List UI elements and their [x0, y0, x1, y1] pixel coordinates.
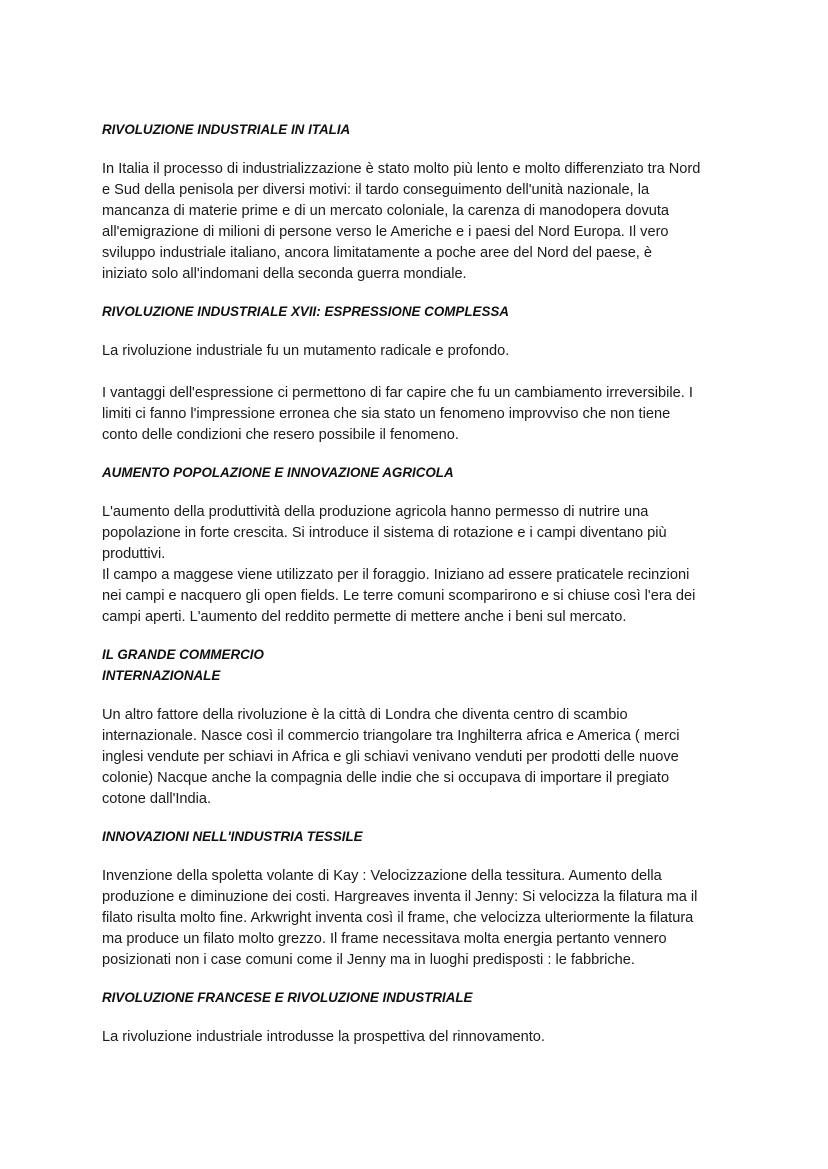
text-line: La rivoluzione industriale fu un mutamento radicale e profondo. [102, 343, 510, 359]
text-line: conto delle condizioni che resero possibile il fenomeno. [102, 427, 459, 443]
text-line: ma produce un filato molto grezzo. Il frame necessitava molta energia pertanto vennero [102, 931, 667, 947]
heading-line: INTERNAZIONALE [102, 668, 221, 683]
section-paragraph [102, 502, 695, 628]
text-line: e Sud della penisola per diversi motivi: il tardo conseguimento dell'unità nazionale, la [102, 182, 650, 198]
text-line: nei campi e nacquero gli open fields. Le terre comuni scomparirono e si chiuse così l'era dei [102, 588, 696, 604]
section-paragraph [102, 383, 693, 446]
text-line: La rivoluzione industriale introdusse la prospettiva del rinnovamento. [102, 1029, 545, 1045]
text-line: Il campo a maggese viene utilizzato per il foraggio. Iniziano ad essere praticatele recinzioni [102, 567, 690, 583]
section-heading-francese: RIVOLUZIONE FRANCESE E RIVOLUZIONE INDUSTRIALE [102, 990, 473, 1005]
text-line: I vantaggi dell'espressione ci permettono di far capire che fu un cambiamento irreversibile. I [102, 385, 693, 401]
heading-line: IL GRANDE COMMERCIO [102, 647, 264, 662]
section-heading-agricola: AUMENTO POPOLAZIONE E INNOVAZIONE AGRICOLA [102, 465, 454, 480]
text-line: posizionati non i case comuni come il Jenny ma in luoghi predisposti : le fabbriche. [102, 952, 635, 968]
section-paragraph [102, 159, 700, 285]
section-paragraph [102, 866, 697, 971]
text-line: produzione e diminuzione dei costi. Hargreaves inventa il Jenny: Si velocizza la filatura ma il [102, 889, 698, 905]
text-line: L'aumento della produttività della produzione agricola hanno permesso di nutrire una [102, 504, 649, 520]
text-line: filato risulta molto fine. Arkwright inventa così il frame, che velocizza ulteriormente la filatura [102, 910, 694, 926]
text-line: Invenzione della spoletta volante di Kay : Velocizzazione della tessitura. Aumento della [102, 868, 662, 884]
section-paragraph [102, 1027, 545, 1048]
text-line: iniziato solo all'indomani della seconda guerra mondiale. [102, 266, 467, 282]
text-line: limiti ci fanno l'impressione erronea che sia stato un fenomeno improvviso che non tiene [102, 406, 671, 422]
text-line: internazionale. Nasce così il commercio triangolare tra Inghilterra africa e America ( merci [102, 728, 680, 744]
section-paragraph [102, 705, 680, 810]
text-line: popolazione in forte crescita. Si introduce il sistema di rotazione e i campi diventano più [102, 525, 667, 541]
text-line: cotone dall'India. [102, 791, 212, 807]
section-paragraph [102, 341, 509, 362]
section-heading-commercio [102, 644, 264, 686]
section-heading-espressione: RIVOLUZIONE INDUSTRIALE XVII: ESPRESSIONE COMPLESSA [102, 304, 509, 319]
section-heading-italia: RIVOLUZIONE INDUSTRIALE IN ITALIA [102, 122, 351, 137]
text-line: produttivi. [102, 546, 166, 562]
text-line: campi aperti. L'aumento del reddito permette di mettere anche i beni sul mercato. [102, 609, 627, 625]
text-line: mancanza di materie prime e di un mercato coloniale, la carenza di manodopera dovuta [102, 203, 670, 219]
text-line: Un altro fattore della rivoluzione è la città di Londra che diventa centro di scambio [102, 707, 628, 723]
text-line: colonie) Nacque anche la compagnia delle indie che si occupava di importare il pregiato [102, 770, 670, 786]
text-line: all'emigrazione di milioni di persone verso le Americhe e i paesi del Nord Europa. Il vero [102, 224, 669, 240]
section-heading-tessile: INNOVAZIONI NELL'INDUSTRIA TESSILE [102, 829, 363, 844]
text-line: In Italia il processo di industrializzazione è stato molto più lento e molto differenziato tra Nord [102, 161, 701, 177]
text-line: inglesi vendute per schiavi in Africa e gli schiavi venivano venduti per prodotti delle nuove [102, 749, 679, 765]
text-line: sviluppo industriale italiano, ancora limitatamente a poche aree del Nord del paese, è [102, 245, 653, 261]
